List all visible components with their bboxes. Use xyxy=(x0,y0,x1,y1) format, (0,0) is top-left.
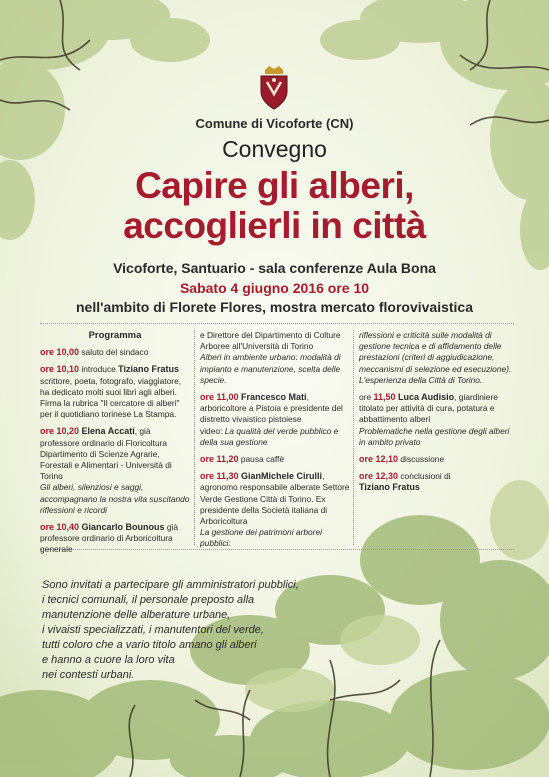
column-divider-2 xyxy=(353,330,354,545)
invitation-line: nei contesti urbani. xyxy=(42,669,135,681)
program-item xyxy=(359,471,514,493)
speaker-name: Tiziano Fratus xyxy=(359,482,420,493)
program-item xyxy=(200,392,350,448)
speaker-name: Luca Audisio xyxy=(395,392,455,403)
item-text: video: xyxy=(200,425,225,436)
speaker-name: Francesco Mati xyxy=(238,392,307,403)
event-title xyxy=(0,166,549,246)
speaker-name: Tiziano Fratus xyxy=(118,364,179,375)
program-item xyxy=(359,330,514,386)
program-item xyxy=(200,454,350,465)
invitation-line: manutenzione delle alberature urbane, xyxy=(42,609,231,621)
invitation-line: tutti coloro che a vario titolo amano gli alberi xyxy=(42,639,257,651)
item-time: 11,50 xyxy=(373,392,396,403)
item-time: ore 10,20 xyxy=(40,426,80,437)
item-text: , giardiniere titolato per attività di cura, potatura e abbattimento alberi xyxy=(359,392,498,425)
municipal-coat-of-arms xyxy=(255,66,293,110)
program-column-3 xyxy=(359,330,514,500)
item-text: saluto del sindaco xyxy=(79,347,149,358)
title-line-1: Capire gli alberi, xyxy=(135,165,414,206)
event-date: Sabato 4 giugno 2016 ore 10 xyxy=(179,280,370,296)
item-text: introduce xyxy=(79,364,119,375)
talk-title: Alberi in ambiente urbano: modalità di impianto e manutenzione, scelta delle specie. xyxy=(200,352,341,385)
item-time: ore 10,40 xyxy=(40,522,80,533)
item-time: ore 11,20 xyxy=(200,454,239,465)
item-time: ore 12,30 xyxy=(359,471,399,482)
item-time: ore 10,00 xyxy=(40,347,80,358)
item-text: , arboricoltore a Pistoia e presidente del distretto vivaistico pistoiese xyxy=(200,392,343,425)
program-item xyxy=(40,522,190,556)
municipality-name: Comune di Vicoforte (CN) xyxy=(195,116,354,131)
item-time: ore 10,10 xyxy=(40,364,80,375)
program-item xyxy=(40,364,190,420)
speaker-name: Elena Accati xyxy=(79,426,135,437)
item-text: e Direttore del Dipartimento di Colture Arboree all'Università di Torino xyxy=(200,330,341,352)
item-text: già professore ordinario di Arboricoltura generale xyxy=(40,522,179,555)
program-column-2 xyxy=(200,330,350,556)
program-item xyxy=(40,426,190,516)
invitation-line: i tecnici comunali, il personale preposto alla xyxy=(42,594,255,606)
event-type: Convegno xyxy=(222,136,327,162)
divider-top xyxy=(40,323,514,324)
item-time: ore 12,10 xyxy=(359,454,399,465)
speaker-name: Giancarlo Bounous xyxy=(79,522,165,533)
title-line-2: accoglierli in città xyxy=(123,205,426,246)
invitation-text xyxy=(42,578,342,683)
item-time: ore 11,00 xyxy=(200,392,239,403)
program-item xyxy=(40,347,190,358)
speaker-name: GianMichele Cirulli xyxy=(238,471,323,482)
program-item xyxy=(359,392,514,448)
program-item xyxy=(359,454,514,465)
invitation-line: e hanno a cuore la loro vita xyxy=(42,654,175,666)
event-context: nell'ambito di Florete Flores, mostra mercato florovivaistica xyxy=(76,299,473,315)
invitation-line: Sono invitati a partecipare gli amministratori pubblici, xyxy=(42,579,299,591)
talk-title: La qualità del verde pubblico e della sua gestione xyxy=(200,425,339,447)
item-text: , agronomo responsabile alberate Settore Verde Gestione Città di Torino. Ex presidente della Società italiana di Arboricoltura xyxy=(200,471,350,527)
talk-title: La gestione dei patrimoni arborei pubblici: xyxy=(200,527,322,549)
program-column-1 xyxy=(40,330,190,562)
talk-title: Problematiche nella gestione degli alberi in ambito privato xyxy=(359,425,510,447)
invitation-line: i vivaisti specializzati, i manutentori del verde, xyxy=(42,624,264,636)
venue: Vicoforte, Santuario - sala conferenze Aula Bona xyxy=(113,260,436,276)
talk-title: Gli alberi, silenziosi e saggi, accompagnano la nostra vita suscitando riflessioni e ricordi xyxy=(40,482,190,515)
program-item xyxy=(200,330,350,386)
item-text: pausa caffè xyxy=(238,454,285,465)
talk-title: riflessioni e criticità sulle modalità di gestione tecnica e di affidamento delle prestazioni (criteri di aggiudicazione, meccanismi di selezione ed esecuzione). L'esperienza della Città di Torino. xyxy=(359,330,512,385)
item-text: discussione xyxy=(398,454,445,465)
item-text: conclusioni di xyxy=(398,471,451,482)
program-heading: Programma xyxy=(88,330,142,341)
item-text: , già professore ordinario di Floricoltura Dipartimento di Scienze Agrarie, Forestali e Alimentari - Università di Torino xyxy=(40,426,172,482)
item-time-prefix: ore xyxy=(359,392,374,403)
program-item xyxy=(200,471,350,549)
item-time: ore 11,30 xyxy=(200,471,239,482)
column-divider-1 xyxy=(194,330,195,545)
item-text: scrittore, poeta, fotografo, viaggiatore, ha dedicato molti suoi libri agli alberi. Firma la rubrica "Il cercatore di alberi" per il quotidiano torinese La Stampa. xyxy=(40,375,182,420)
